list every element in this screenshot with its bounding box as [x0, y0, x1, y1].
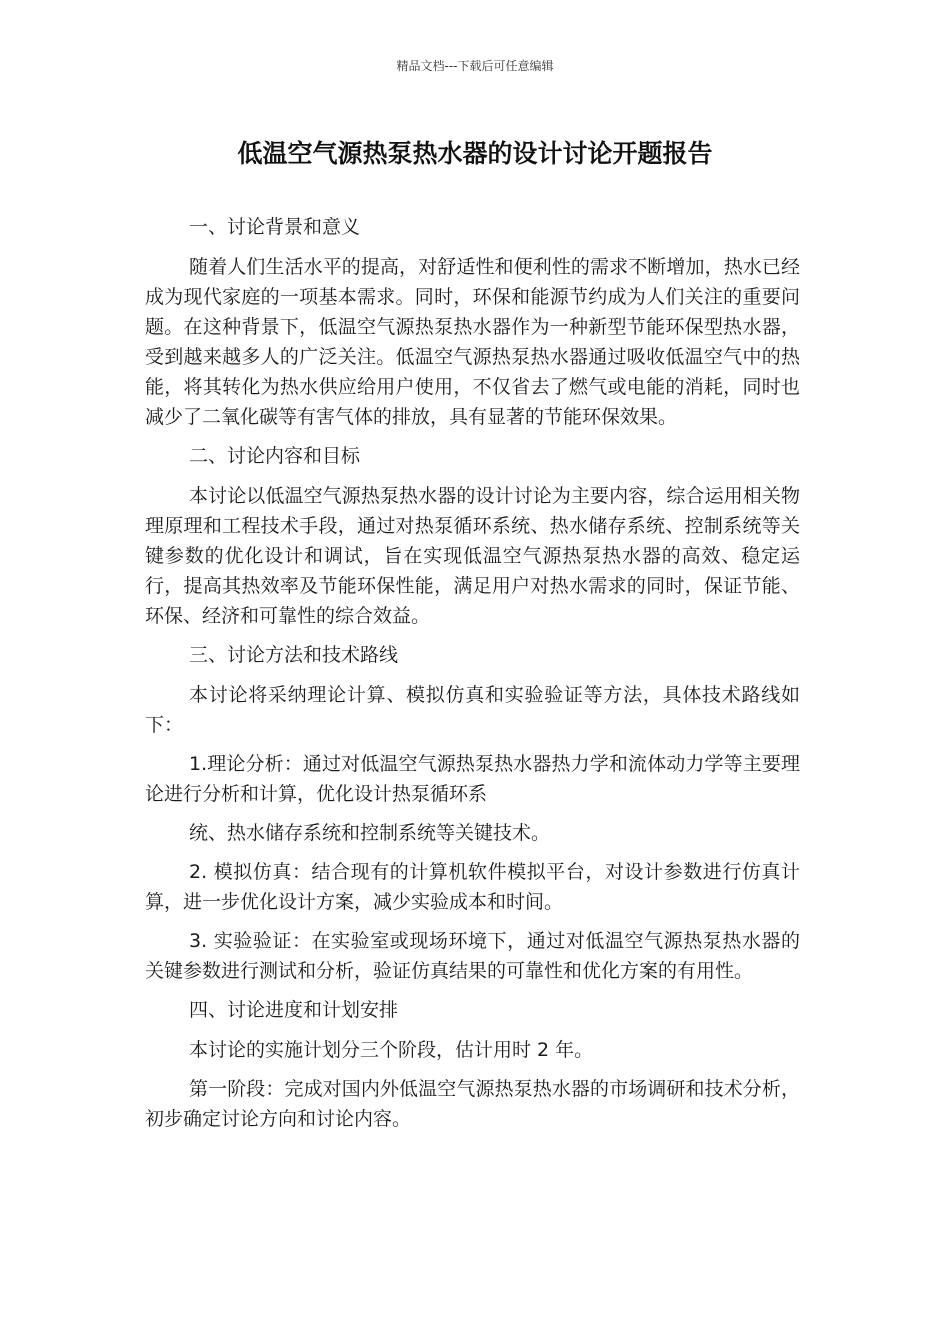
section-heading-schedule: 四、讨论进度和计划安排: [189, 999, 399, 1021]
paragraph-method-simulation: 2. 模拟仿真：结合现有的计算机软件模拟平台，对设计参数进行仿真计算，进一步优化设计方案，减少实验成本和时间。: [145, 861, 800, 913]
document-body: [145, 212, 800, 1143]
section-heading-content-goals: 二、讨论内容和目标: [189, 445, 361, 467]
paragraph-method-theory-continued: 统、热水储存系统和控制系统等关键技术。: [189, 822, 551, 844]
paragraph-method-theory: 1.理论分析：通过对低温空气源热泵热水器热力学和流体动力学等主要理论进行分析和计算，优化设计热泵循环系: [145, 753, 800, 805]
section-heading-background: 一、讨论背景和意义: [189, 216, 361, 238]
paragraph-methods-intro: 本讨论将采纳理论计算、模拟仿真和实验验证等方法，具体技术路线如下：: [145, 684, 800, 736]
paragraph-background: 随着人们生活水平的提高，对舒适性和便利性的需求不断增加，热水已经成为现代家庭的一项基本需求。同时，环保和能源节约成为人们关注的重要问题。在这种背景下，低温空气源热泵热水器作为一种新型节能环保型热水器，受到越来越多人的广泛关注。低温空气源热泵热水器通过吸收低温空气中的热能，将其转化为热水供应给用户使用，不仅省去了燃气或电能的消耗，同时也减少了二氧化碳等有害气体的排放，具有显著的节能环保效果。: [145, 256, 800, 428]
paragraph-method-experiment: 3. 实验验证：在实验室或现场环境下，通过对低温空气源热泵热水器的关键参数进行测试和分析，验证仿真结果的可靠性和优化方案的有用性。: [145, 930, 800, 982]
paragraph-content-goals: 本讨论以低温空气源热泵热水器的设计讨论为主要内容，综合运用相关物理原理和工程技术手段，通过对热泵循环系统、热水储存系统、控制系统等关键参数的优化设计和调试，旨在实现低温空气源热泵热水器的高效、稳定运行，提高其热效率及节能环保性能，满足用户对热水需求的同时，保证节能、环保、经济和可靠性的综合效益。: [145, 485, 800, 627]
document-title: 低温空气源热泵热水器的设计讨论开题报告: [237, 139, 713, 168]
paragraph-schedule-overview: 本讨论的实施计划分三个阶段，估计用时 2 年。: [189, 1039, 594, 1061]
paragraph-schedule-phase-one: 第一阶段：完成对国内外低温空气源热泵热水器的市场调研和技术分析，初步确定讨论方向和讨论内容。: [145, 1078, 800, 1130]
header-note: 精品文档---下载后可任意编辑: [396, 59, 554, 73]
section-heading-methods: 三、讨论方法和技术路线: [189, 644, 399, 666]
